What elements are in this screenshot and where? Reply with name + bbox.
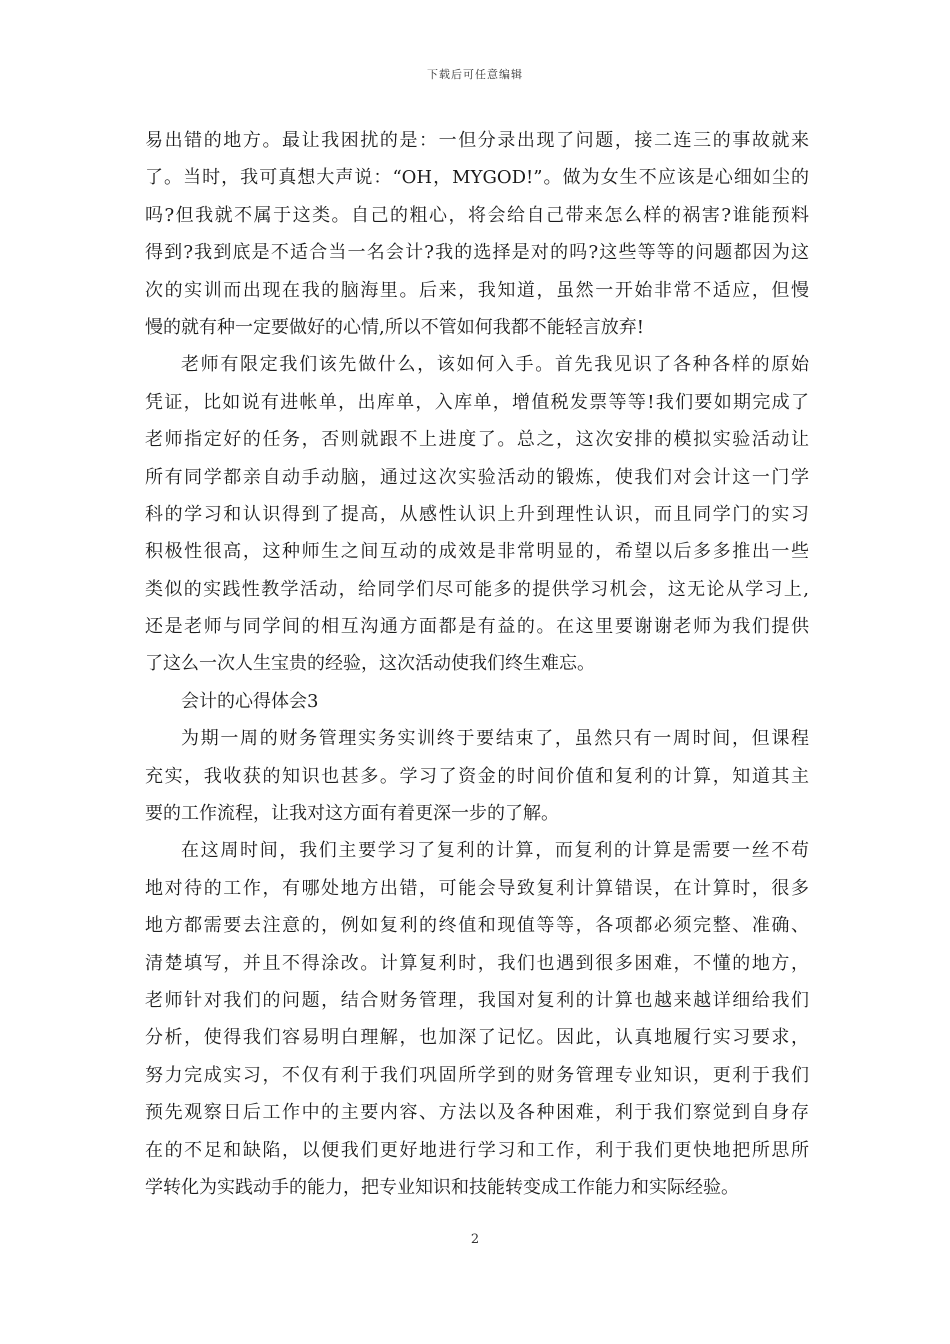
- text-line: 了。当时，我可真想大声说：“OH，MYGOD!”。做为女生不应该是心细如尘的: [145, 167, 809, 189]
- text-line: 科的学习和认识得到了提高，从感性认识上升到理性认识，而且同学门的实习: [145, 503, 809, 525]
- text-line: 所有同学都亲自动手动脑，通过这次实验活动的锻炼，使我们对会计这一门学: [145, 466, 809, 488]
- text-line: 充实，我收获的知识也甚多。学习了资金的时间价值和复利的计算，知道其主: [145, 765, 809, 787]
- text-line: 得到?我到底是不适合当一名会计?我的选择是对的吗?这些等等的问题都因为这: [145, 242, 809, 264]
- text-line: 老师针对我们的问题，结合财务管理，我国对复利的计算也越来越详细给我们: [145, 989, 809, 1011]
- text-line: 老师有限定我们该先做什么，该如何入手。首先我见识了各种各样的原始: [181, 354, 809, 376]
- text-line: 分析，使得我们容易明白理解，也加深了记忆。因此，认真地履行实习要求，: [145, 1027, 809, 1049]
- text-line: 积极性很高，这种师生之间互动的成效是非常明显的，希望以后多多推出一些: [145, 541, 809, 563]
- text-line: 要的工作流程，让我对这方面有着更深一步的了解。: [145, 803, 559, 825]
- text-line: 学转化为实践动手的能力，把专业知识和技能转变成工作能力和实际经验。: [145, 1176, 739, 1198]
- page-header: 下载后可任意编辑: [427, 68, 523, 81]
- text-line: 次的实训而出现在我的脑海里。后来，我知道，虽然一开始非常不适应，但慢: [145, 279, 809, 301]
- text-line: 为期一周的财务管理实务实训终于要结束了，虽然只有一周时间，但课程: [181, 728, 809, 750]
- text-line: 预先观察日后工作中的主要内容、方法以及各种困难，利于我们察觉到自身存: [145, 1102, 809, 1124]
- text-line: 凭证，比如说有进帐单，出库单，入库单，增值税发票等等!我们要如期完成了: [145, 391, 809, 413]
- text-line: 地方都需要去注意的，例如复利的终值和现值等等，各项都必须完整、准确、: [145, 915, 809, 937]
- text-line: 了这么一次人生宝贵的经验，这次活动使我们终生难忘。: [145, 653, 595, 675]
- page-number: 2: [470, 1232, 480, 1247]
- text-line: 老师指定好的任务，否则就跟不上进度了。总之，这次安排的模拟实验活动让: [145, 429, 809, 451]
- text-line: 易出错的地方。最让我困扰的是：一但分录出现了问题，接二连三的事故就来: [145, 130, 809, 151]
- document-body: [145, 122, 809, 1206]
- text-line: 在这周时间，我们主要学习了复利的计算，而复利的计算是需要一丝不苟: [181, 840, 809, 862]
- text-line: 会计的心得体会3: [181, 690, 319, 712]
- text-line: 吗?但我就不属于这类。自己的粗心，将会给自己带来怎么样的祸害?谁能预料: [145, 204, 809, 226]
- text-line: 在的不足和缺陷，以便我们更好地进行学习和工作，利于我们更快地把所思所: [145, 1139, 809, 1161]
- text-line: 地对待的工作，有哪处地方出错，可能会导致复利计算错误，在计算时，很多: [145, 877, 809, 899]
- text-line: 慢的就有种一定要做好的心情,所以不管如何我都不能轻言放弃!: [145, 316, 644, 338]
- text-line: 类似的实践性教学活动，给同学们尽可能多的提供学习机会，这无论从学习上,: [145, 578, 809, 600]
- text-line: 努力完成实习，不仅有利于我们巩固所学到的财务管理专业知识，更利于我们: [145, 1064, 809, 1086]
- text-line: 还是老师与同学间的相互沟通方面都是有益的。在这里要谢谢老师为我们提供: [145, 616, 809, 638]
- text-line: 清楚填写，并且不得涂改。计算复利时，我们也遇到很多困难，不懂的地方，: [145, 952, 809, 974]
